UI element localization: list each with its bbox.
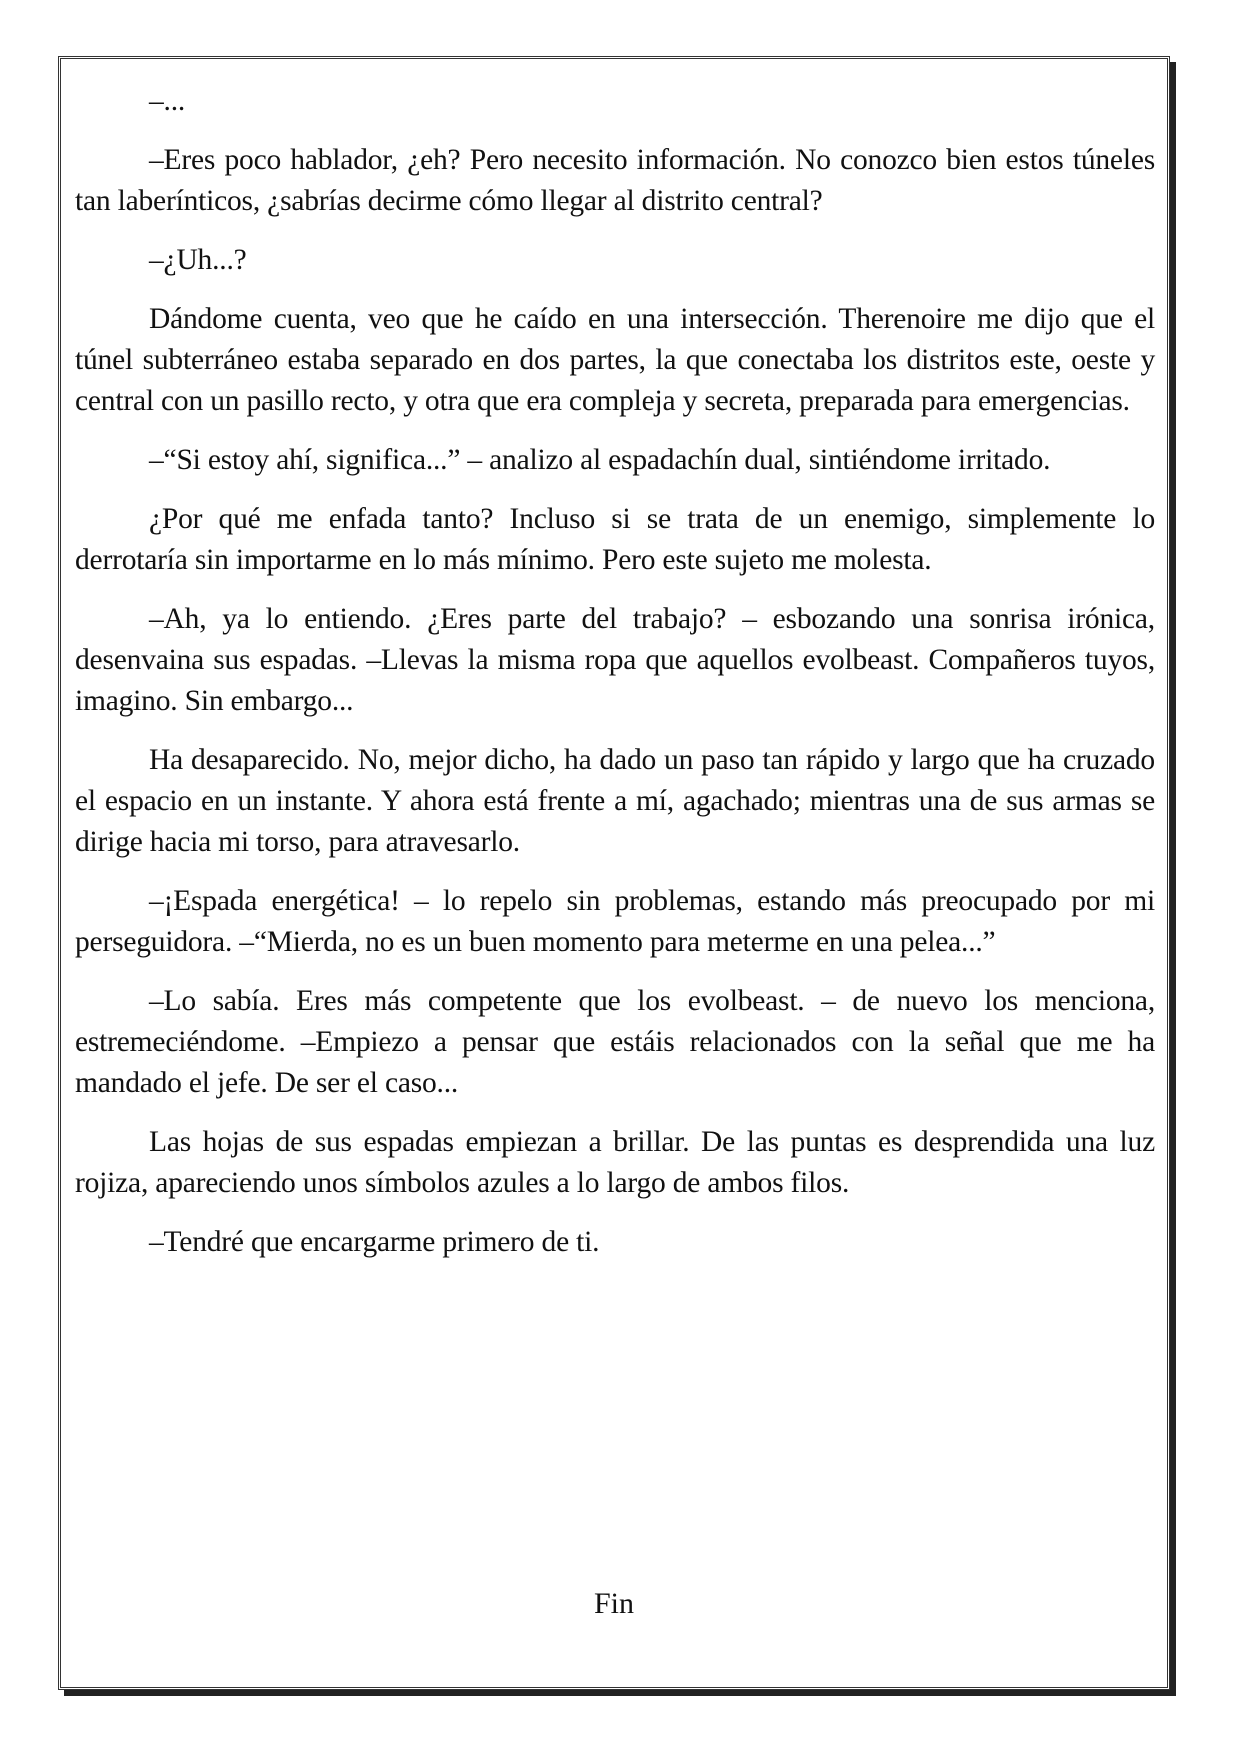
paragraph: Ha desaparecido. No, mejor dicho, ha dado un paso tan rápido y largo que ha cruzado el espacio en un instante. Y ahora está frente a mí, agachado; mientras una de sus armas se dirige hacia mi torso, para atravesarlo. — [75, 744, 1155, 858]
paragraph: –... — [149, 85, 186, 117]
paragraph: –¡Espada energética! – lo repelo sin problemas, estando más preocupado por mi perseguidora. –“Mierda, no es un buen momento para meterme en una pelea...” — [75, 885, 1155, 958]
paragraph: –Tendré que encargarme primero de ti. — [149, 1226, 600, 1258]
paragraph: Dándome cuenta, veo que he caído en una intersección. Therenoire me dijo que el túnel subterráneo estaba separado en dos partes, la que conectaba los distritos este, oeste y central con un pasillo recto, y otra que era compleja y secreta, preparada para emergencias. — [75, 303, 1155, 417]
paragraph: –“Si estoy ahí, significa...” – analizo al espadachín dual, sintiéndome irritado. — [149, 444, 1051, 476]
paragraph: Las hojas de sus espadas empiezan a brillar. De las puntas es desprendida una luz rojiza, apareciendo unos símbolos azules a lo largo de ambos filos. — [75, 1126, 1155, 1199]
page-frame — [58, 56, 1170, 1690]
paragraph: –Ah, ya lo entiendo. ¿Eres parte del trabajo? – esbozando una sonrisa irónica, desenvaina sus espadas. –Llevas la misma ropa que aquellos evolbeast. Compañeros tuyos, imagino. Sin embargo... — [75, 603, 1155, 717]
page-text — [75, 81, 1155, 1281]
paragraph: ¿Por qué me enfada tanto? Incluso si se trata de un enemigo, simplemente lo derrotaría sin importarme en lo más mínimo. Pero este sujeto me molesta. — [75, 503, 1155, 576]
paragraph: –Lo sabía. Eres más competente que los evolbeast. – de nuevo los menciona, estremeciéndome. –Empiezo a pensar que estáis relacionados con la señal que me ha mandado el jefe. De ser el caso... — [75, 985, 1155, 1099]
end-marker: Fin — [593, 1587, 635, 1620]
paragraph: –Eres poco hablador, ¿eh? Pero necesito información. No conozco bien estos túneles tan laberínticos, ¿sabrías decirme cómo llegar al distrito central? — [75, 144, 1155, 217]
paragraph: –¿Uh...? — [149, 244, 247, 276]
